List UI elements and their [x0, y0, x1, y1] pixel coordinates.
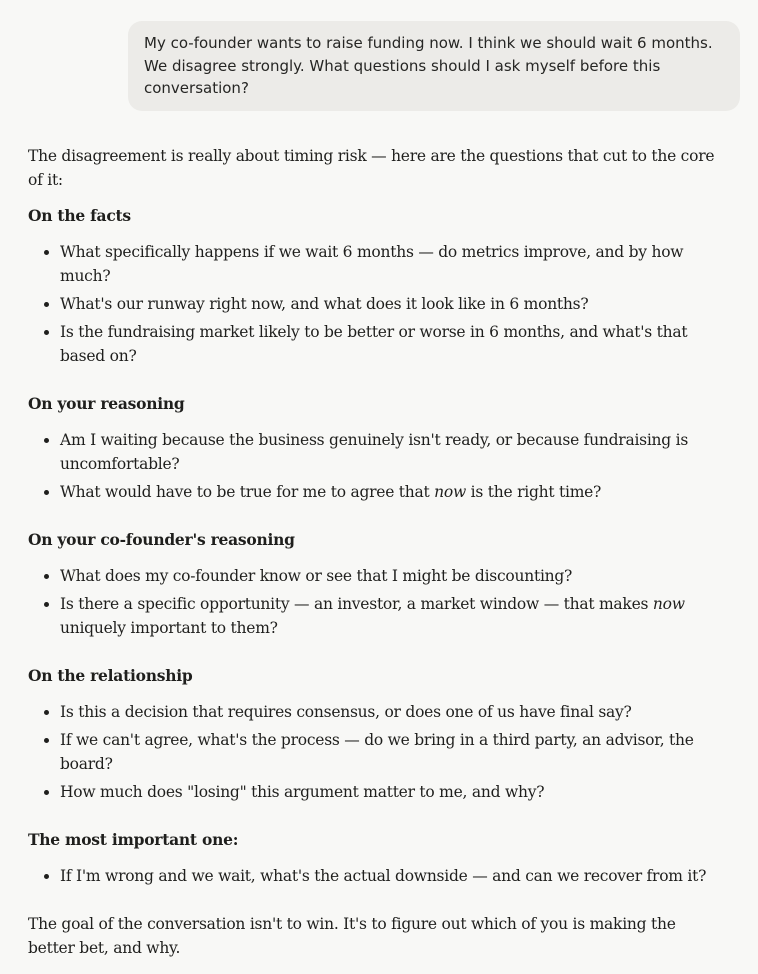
section-relationship [28, 664, 718, 804]
item-text: Is there a specific opportunity — an investor, a market window — that makes [60, 595, 653, 613]
question-list [28, 240, 718, 368]
assistant-response [28, 144, 718, 960]
list-item: • Is the fundraising market likely to be better or worse in 6 months, and what's that based on? [60, 320, 718, 368]
section-most-important [28, 828, 718, 888]
response-closing: The goal of the conversation isn't to win. It's to figure out which of you is making the better bet, and why. [28, 915, 676, 957]
section-heading: On your co-founder's reasoning [28, 530, 295, 549]
question-list [28, 700, 718, 804]
question-list [28, 564, 718, 640]
response-intro: The disagreement is really about timing risk — here are the questions that cut to the core of it: [28, 147, 715, 189]
section-heading: On the relationship [28, 666, 193, 685]
list-item: • What does my co-founder know or see that I might be discounting? [60, 564, 718, 588]
section-heading: The most important one: [28, 830, 239, 849]
item-text: What would have to be true for me to agree that [60, 483, 435, 501]
list-item: • If I'm wrong and we wait, what's the actual downside — and can we recover from it? [60, 864, 718, 888]
list-item: • What specifically happens if we wait 6 months — do metrics improve, and by how much? [60, 240, 718, 288]
emphasis-text: now [434, 483, 466, 501]
user-message-bubble [128, 21, 740, 111]
list-item: • What's our runway right now, and what does it look like in 6 months? [60, 292, 718, 316]
list-item [60, 480, 718, 504]
user-message-text: My co-founder wants to raise funding now. I think we should wait 6 months. We disagree strongly. What questions should I ask myself before this conversation? [144, 34, 713, 97]
question-list [28, 864, 718, 888]
question-list [28, 428, 718, 504]
list-item [60, 592, 718, 640]
emphasis-text: now [652, 595, 685, 613]
list-item: • Am I waiting because the business genuinely isn't ready, or because fundraising is uncomfortable? [60, 428, 718, 476]
item-text: uniquely important to them? [60, 619, 278, 637]
list-item: • If we can't agree, what's the process — do we bring in a third party, an advisor, the board? [60, 728, 718, 776]
list-item: • Is this a decision that requires consensus, or does one of us have final say? [60, 700, 718, 724]
section-heading: On the facts [28, 206, 131, 225]
section-cofounder-reasoning [28, 528, 718, 640]
section-facts [28, 204, 718, 368]
item-text: is the right time? [466, 483, 602, 501]
section-reasoning [28, 392, 718, 504]
list-item: • How much does "losing" this argument matter to me, and why? [60, 780, 718, 804]
section-heading: On your reasoning [28, 394, 185, 413]
